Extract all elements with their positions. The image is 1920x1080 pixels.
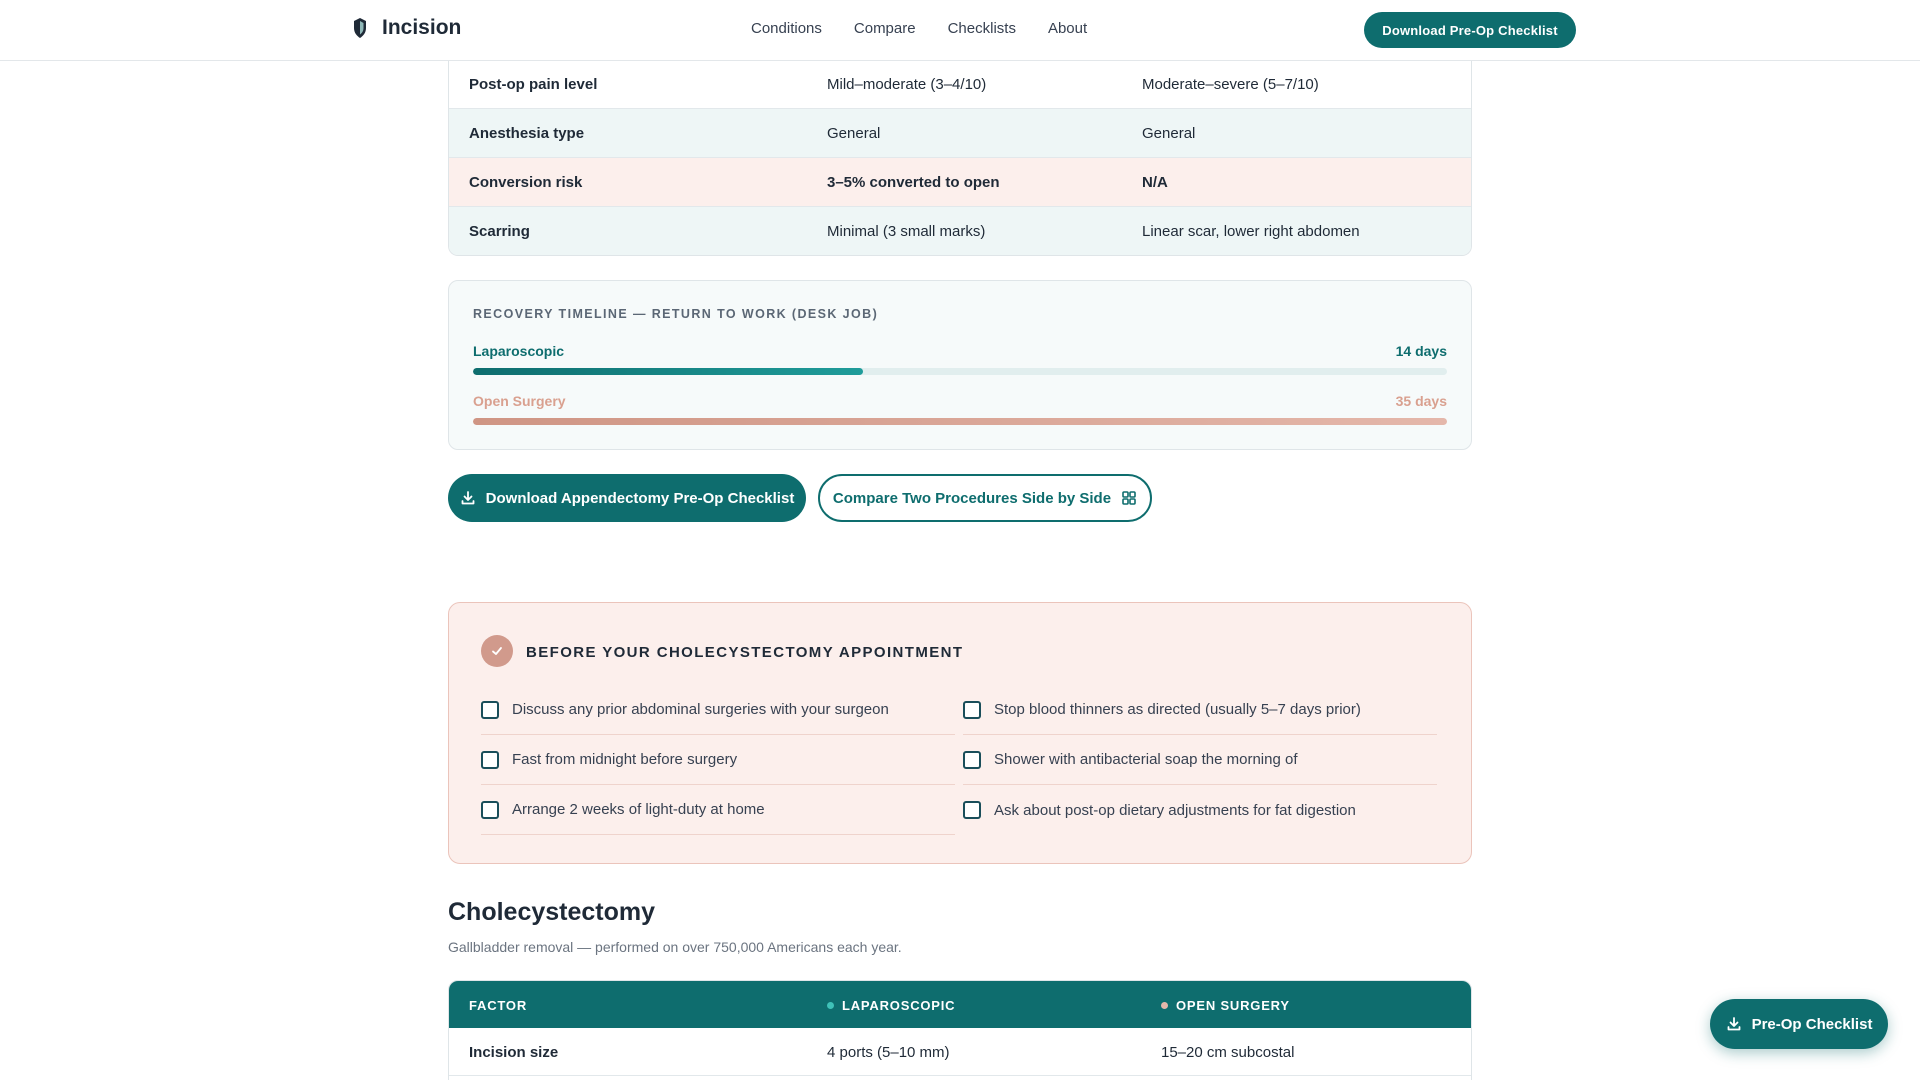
checkbox[interactable] <box>963 701 981 719</box>
checklist-item[interactable] <box>963 735 1437 785</box>
table-row <box>449 60 1471 109</box>
factor-cell: Incision size <box>469 1044 559 1061</box>
checkmark-badge <box>481 635 513 667</box>
brand[interactable] <box>352 16 461 40</box>
checkbox[interactable] <box>963 801 981 819</box>
laparoscopic-days: 14 days <box>1395 343 1447 359</box>
header-download-button[interactable]: Download Pre-Op Checklist <box>1364 12 1576 48</box>
column-laparoscopic <box>827 998 955 1013</box>
checklist-item-text: Ask about post-op dietary adjustments for fat digestion <box>994 801 1356 819</box>
column-factor: FACTOR <box>469 998 528 1013</box>
download-icon <box>1726 1016 1742 1032</box>
factor-cell: Anesthesia type <box>469 125 585 142</box>
column-laparoscopic-label: LAPAROSCOPIC <box>842 998 956 1013</box>
shield-logo-icon <box>352 17 368 39</box>
appendectomy-comparison-table <box>448 40 1472 256</box>
checklist-item[interactable] <box>963 785 1437 835</box>
recovery-timeline <box>448 280 1472 450</box>
column-open-surgery <box>1161 998 1290 1013</box>
download-icon <box>460 490 476 506</box>
factor-cell: Post-op pain level <box>469 76 598 93</box>
checkbox[interactable] <box>481 701 499 719</box>
laparoscopic-label: Laparoscopic <box>473 343 565 359</box>
floating-button-label: Pre-Op Checklist <box>1751 1015 1873 1033</box>
checkbox[interactable] <box>481 801 499 819</box>
nav-checklists[interactable]: Checklists <box>947 20 1016 37</box>
compare-procedures-label: Compare Two Procedures Side by Side <box>832 489 1112 507</box>
cholecystectomy-checklist-card <box>448 602 1472 864</box>
column-open-surgery-label: OPEN SURGERY <box>1176 998 1290 1013</box>
laparoscopic-cell: Mild–moderate (3–4/10) <box>827 76 987 93</box>
table-row <box>449 158 1471 207</box>
brand-name: Incision <box>382 16 462 39</box>
open-surgery-bar <box>473 418 1447 425</box>
open-surgery-label: Open Surgery <box>473 393 566 409</box>
table-header <box>449 981 1472 1028</box>
grid-icon <box>1121 490 1137 506</box>
factor-cell: Conversion risk <box>469 174 583 191</box>
timeline-title: RECOVERY TIMELINE — RETURN TO WORK (DESK JOB) <box>473 307 879 321</box>
checkbox[interactable] <box>481 751 499 769</box>
section-subtitle: Gallbladder removal — performed on over 750,000 Americans each year. <box>448 939 902 955</box>
site-header <box>0 0 1920 61</box>
laparoscopic-dot-icon <box>827 1002 834 1009</box>
checklist-item[interactable] <box>481 685 955 735</box>
checklist-item[interactable] <box>481 735 955 785</box>
floating-preop-checklist-button[interactable] <box>1710 999 1888 1049</box>
laparoscopic-track <box>473 368 1447 375</box>
open-surgery-cell: Linear scar, lower right abdomen <box>1142 223 1360 240</box>
nav-conditions[interactable]: Conditions <box>751 20 822 37</box>
laparoscopic-bar <box>473 368 863 375</box>
open-surgery-cell: N/A <box>1142 174 1168 191</box>
open-surgery-cell: 15–20 cm subcostal <box>1161 1044 1295 1061</box>
checklist-item-text: Shower with antibacterial soap the morning of <box>994 751 1298 768</box>
checklist-item[interactable] <box>481 785 955 835</box>
checklist-item-text: Stop blood thinners as directed (usually 5–7 days prior) <box>994 701 1361 718</box>
checklist-title: BEFORE YOUR CHOLECYSTECTOMY APPOINTMENT <box>526 644 964 661</box>
table-row <box>449 207 1471 256</box>
table-row <box>449 109 1471 158</box>
open-surgery-dot-icon <box>1161 1002 1168 1009</box>
open-surgery-cell: General <box>1142 125 1196 142</box>
open-surgery-cell: Moderate–severe (5–7/10) <box>1142 76 1319 93</box>
open-surgery-track <box>473 418 1447 425</box>
nav-compare[interactable]: Compare <box>853 20 916 37</box>
compare-procedures-button[interactable] <box>818 474 1152 522</box>
open-surgery-days: 35 days <box>1395 393 1447 409</box>
laparoscopic-cell: 3–5% converted to open <box>827 174 1000 191</box>
checklist-item-text: Fast from midnight before surgery <box>512 751 738 768</box>
check-icon <box>490 644 504 658</box>
laparoscopic-cell: Minimal (3 small marks) <box>827 223 986 240</box>
laparoscopic-cell: 4 ports (5–10 mm) <box>827 1044 950 1061</box>
laparoscopic-cell: General <box>827 125 881 142</box>
checkbox[interactable] <box>963 751 981 769</box>
nav-about[interactable]: About <box>1047 20 1088 37</box>
table-row <box>449 1028 1472 1076</box>
download-appendectomy-checklist-button[interactable] <box>448 474 806 522</box>
factor-cell: Scarring <box>469 223 530 240</box>
cholecystectomy-comparison-table <box>448 980 1472 1080</box>
download-appendectomy-label: Download Appendectomy Pre-Op Checklist <box>485 489 795 507</box>
main-nav <box>751 20 1119 37</box>
checklist-item-text: Arrange 2 weeks of light-duty at home <box>512 801 765 818</box>
checklist-item[interactable] <box>963 685 1437 735</box>
checklist-item-text: Discuss any prior abdominal surgeries with your surgeon <box>512 701 889 718</box>
section-title: Cholecystectomy <box>448 898 656 926</box>
